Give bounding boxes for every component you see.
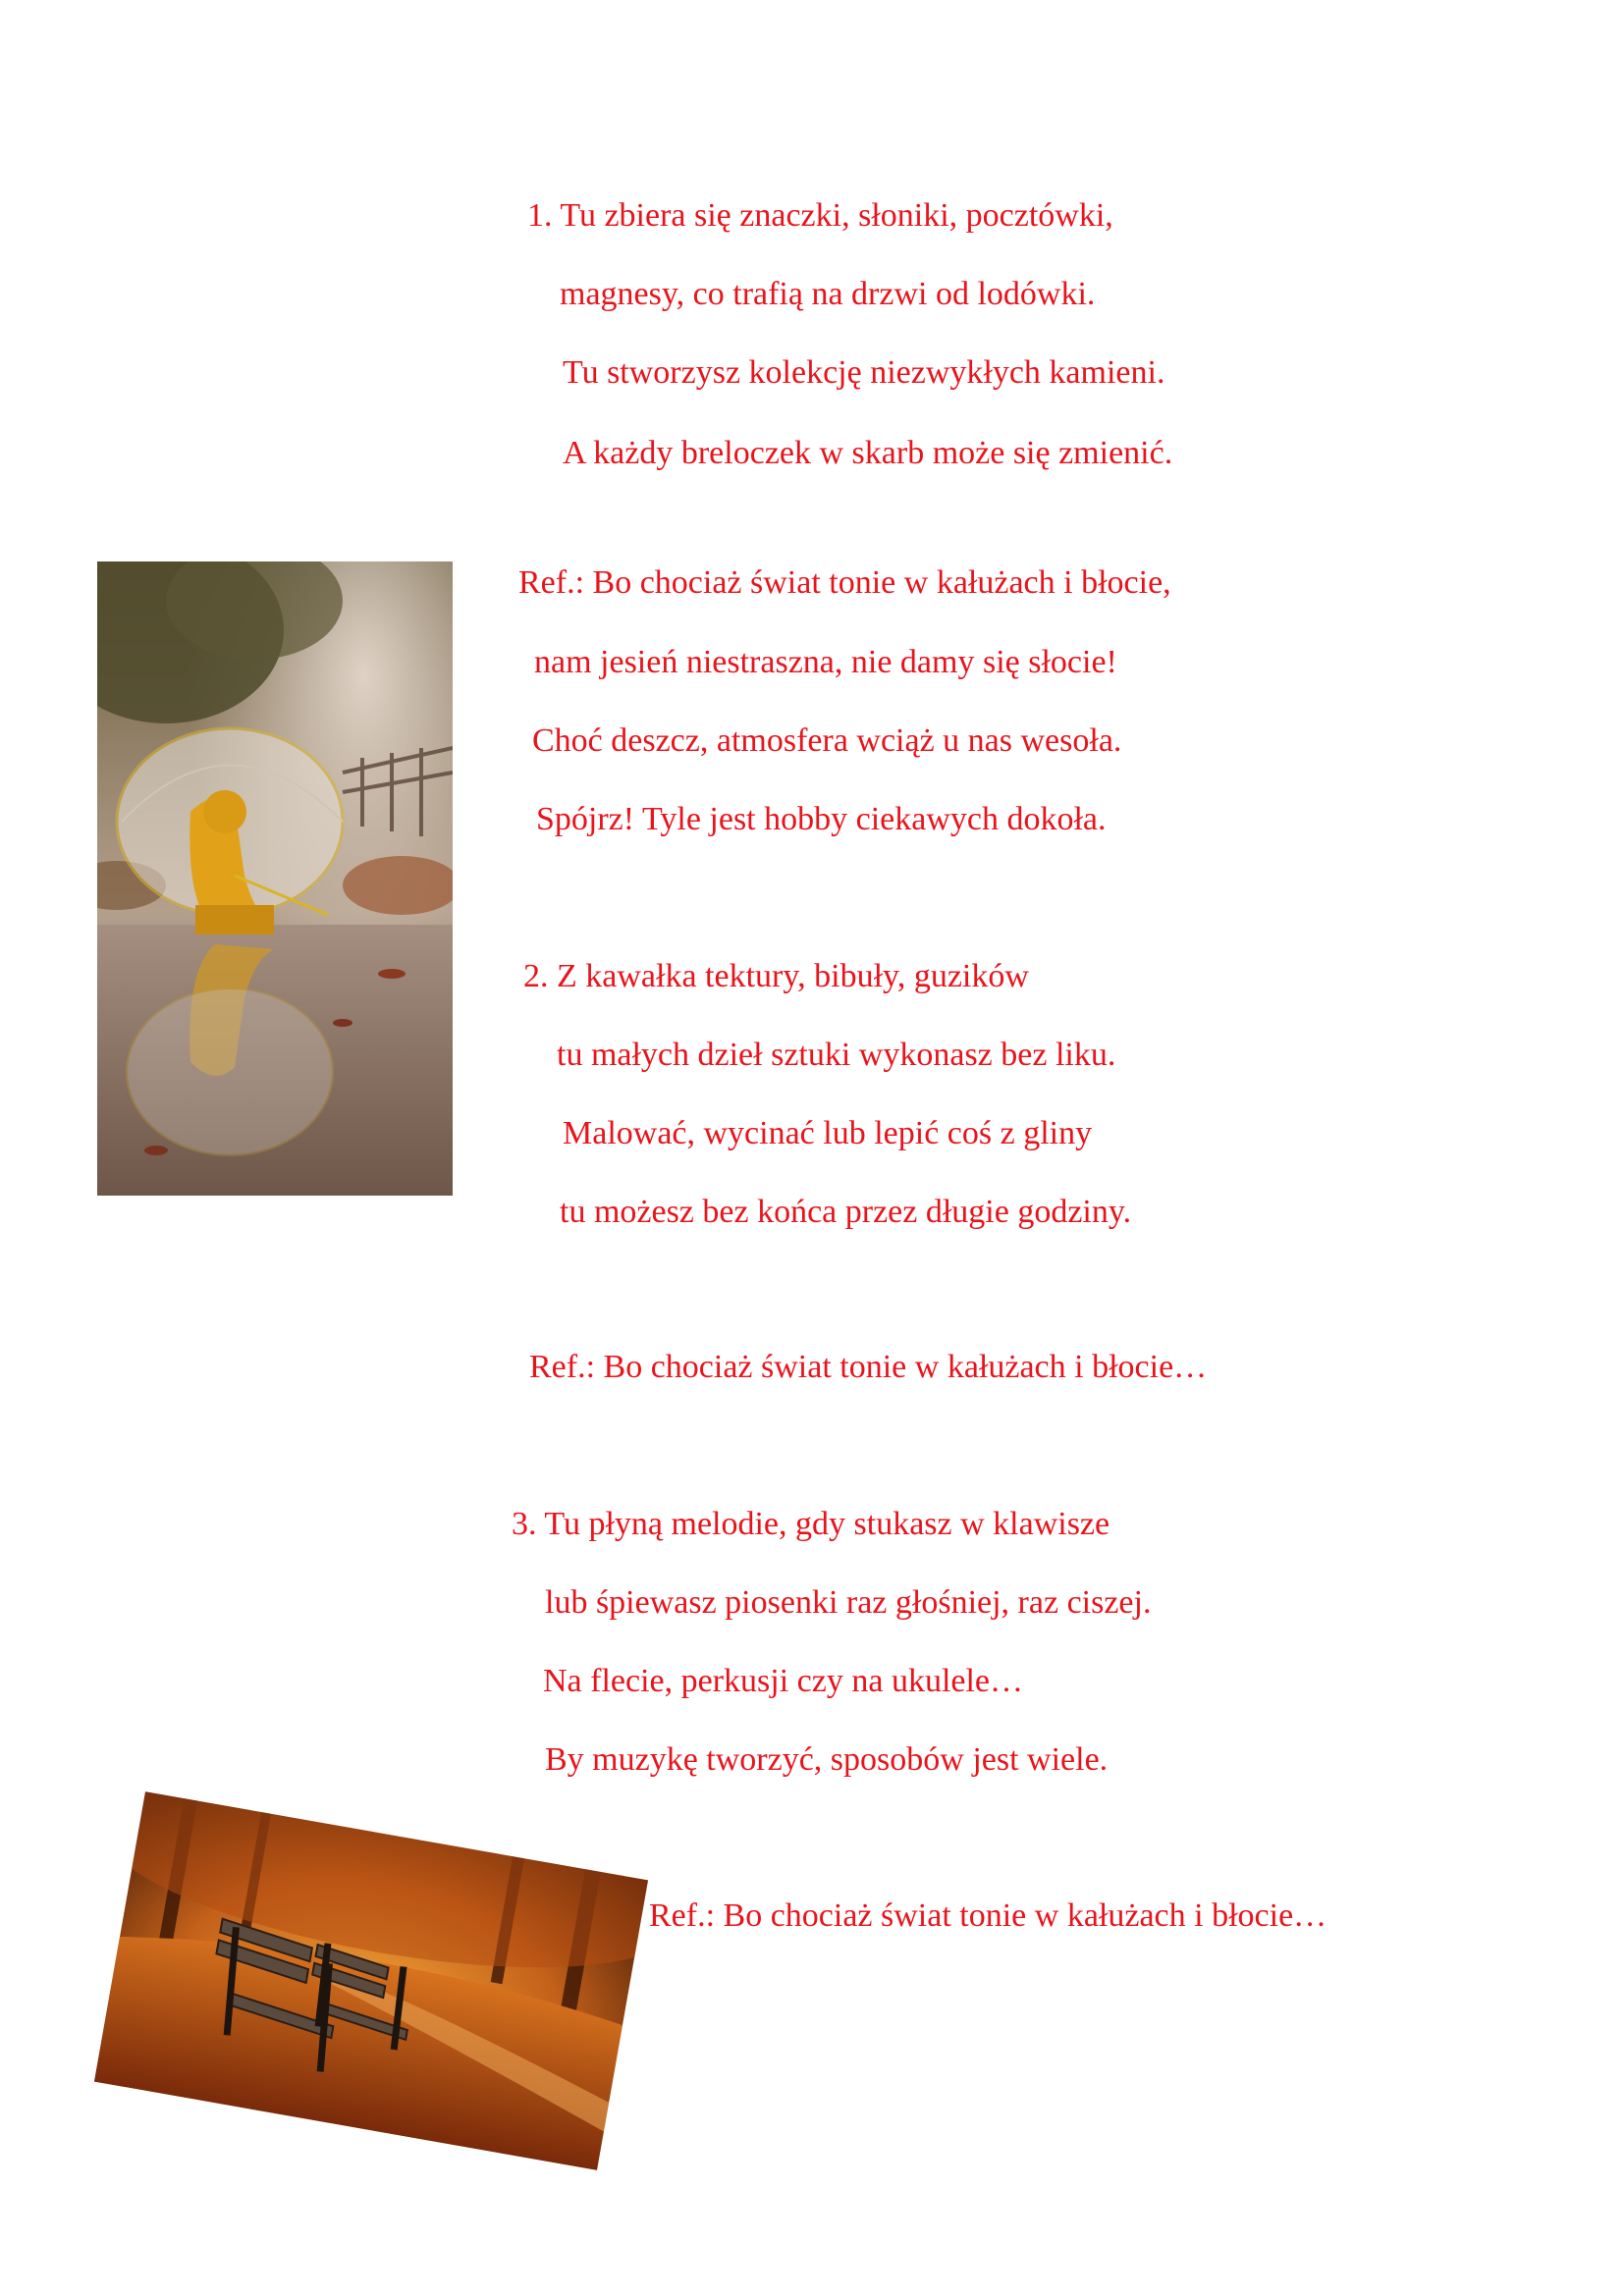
verse2-line-3: Malować, wycinać lub lepić coś z gliny bbox=[563, 1115, 1093, 1151]
chorus-line-4: Spójrz! Tyle jest hobby ciekawych dokoła. bbox=[536, 801, 1107, 837]
verse3-line-3: Na flecie, perkusji czy na ukulele… bbox=[543, 1663, 1024, 1699]
verse1-line-2: magnesy, co trafią na drzwi od lodówki. bbox=[560, 276, 1096, 312]
chorus-line-1: Ref.: Bo chociaż świat tonie w kałużach i błocie, bbox=[518, 564, 1171, 601]
verse1-line-3: Tu stworzysz kolekcję niezwykłych kamieni. bbox=[563, 354, 1165, 391]
verse2-line-1: 2. Z kawałka tektury, bibuły, guzików bbox=[523, 958, 1029, 994]
chorus-line-2: nam jesień niestraszna, nie damy się słocie! bbox=[534, 644, 1117, 680]
verse1-line-4: A każdy breloczek w skarb może się zmienić. bbox=[563, 435, 1173, 471]
verse3-line-1: 3. Tu płyną melodie, gdy stukasz w klawisze bbox=[512, 1506, 1110, 1542]
chorus-repeat-1: Ref.: Bo chociaż świat tonie w kałużach i błocie… bbox=[529, 1349, 1208, 1385]
child-umbrella-photo bbox=[97, 561, 453, 1196]
verse2-line-2: tu małych dzieł sztuki wykonasz bez liku. bbox=[557, 1037, 1116, 1073]
park-bench-photo bbox=[94, 1791, 648, 2170]
chorus-line-3: Choć deszcz, atmosfera wciąż u nas wesoła. bbox=[532, 722, 1122, 759]
verse3-line-2: lub śpiewasz piosenki raz głośniej, raz ciszej. bbox=[545, 1584, 1152, 1621]
chorus-repeat-2: Ref.: Bo chociaż świat tonie w kałużach i błocie… bbox=[649, 1897, 1327, 1934]
verse3-line-4: By muzykę tworzyć, sposobów jest wiele. bbox=[545, 1741, 1109, 1778]
verse2-line-4: tu możesz bez końca przez długie godziny. bbox=[560, 1194, 1132, 1230]
verse1-line-1: 1. Tu zbiera się znaczki, słoniki, pocztówki, bbox=[527, 197, 1113, 234]
